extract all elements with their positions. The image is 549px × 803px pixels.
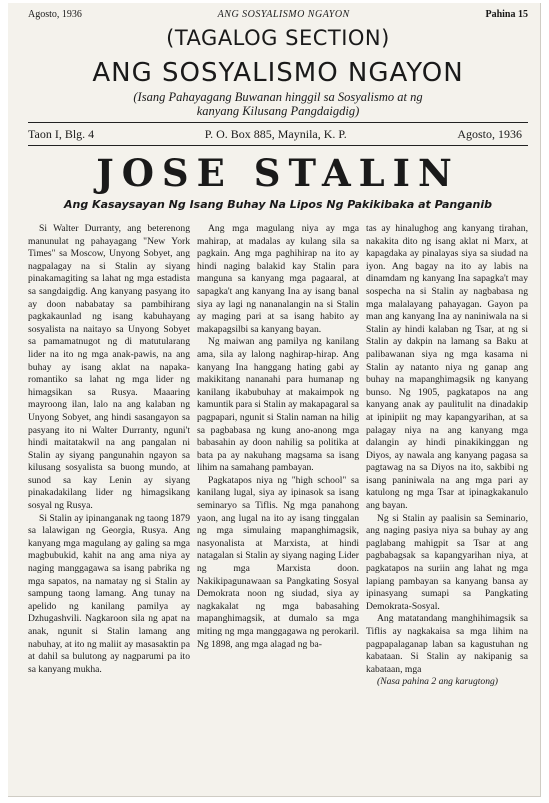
paragraph: Ng maiwan ang pamilya ng kanilang ama, sila ay lalong naghirap-hirap. Ang kanyang Ina hanggang hating gabi ay makikitang nananahi para humanap ng kanilang ikabubuhay at makaimpok ng kamuntik para si Stalin ay makapagaral sa pagpapari, ngunit si Stalin naman na hilig sa pagbabasa ng kung ano-anong mga babasahin ay doon nahilig sa politika at bata pa ay nakuhang magsama sa isang lihim na samahang pambayan.	[197, 336, 359, 474]
newspaper-page	[8, 3, 541, 797]
paragraph: Pagkatapos niya ng "high school" sa kanilang lugal, siya ay ipinasok sa isang seminaryo sa Tiflis. Ng mga panahong yaon, ang lugal na ito ay isang tinggalan ng mga simulaing mapanghimagsik, nasyonalista at Marxista, at hindi natagalan si Stalin ay siyang naging Lider ng mga Marxista doon. Nakikipagunawaan sa Pangkating Sosyal Demokrata noon ng siudad, siya ay nagkakalat ng mga babasahing mapanghimagsik, at dumalo sa mga miting ng mga manggagawa ng perokaril. Ng 1898, ang mga alagad ng ba-	[197, 474, 359, 650]
running-head-date: Agosto, 1936	[28, 9, 82, 20]
paragraph: Ang matatandang manghihimagsik sa Tiflis ay nagkakaisa sa mga lihim na pagpapalaganap laban sa kagustuhan ng kabataan. Si Stalin ay nakipanig sa kabataan, mga	[366, 613, 528, 675]
issue-date: Agosto, 1936	[457, 127, 522, 141]
column-1	[28, 223, 190, 689]
issue-address: P. O. Box 885, Maynila, K. P.	[204, 127, 347, 141]
masthead: ANG SOSYALISMO NGAYON	[92, 58, 464, 88]
issue-volume: Taon I, Blg. 4	[28, 127, 95, 141]
subtitle-line-1: (Isang Pahayagang Buwanan hinggil sa Sosyalismo at ng	[133, 90, 423, 104]
paragraph: Si Walter Durranty, ang beterenong manunulat ng pahayagang "New York Times" sa Moscow, Unyong Sobyet, ang nagpalagay na si Stalin ay siyang pinakamagiting sa lahat ng mga estadista sa sangdaigdig. Ang kanyang pasyang ito ay doon nababatay sa pambihirang pagkakaunlad ng isang kabuhayang sosyalista na naitayo sa Unyong Sobyet sa pamamatnugot ng di matutularang lider na ito ng mga anak-pawis, na ang buhay ay isang aklat na napaka-romantiko sa lahat ng mga lider ng himagsikan sa Rusya. Maaaring mayroong ilan, lalo na ang kalaban ng Unyong Sobyet, ang hindi sasangayon sa pasyang ito ni Walter Durranty, nguni't hindi maitatakwil na ang pangalan ni Stalin ay siyang pangunahin ngayon sa kilusang sosyalista sa buong mundo, at sunod sa kay Lenin ay siyang pinakadakilang lider ng himagsikang sosyal ng Rusya.	[28, 223, 190, 512]
paragraph: Ang mga magulang niya ay mga mahirap, at madalas ay kulang sila sa pagkain. Ang mga paghihirap na ito ay hindi naging balakid kay Stalin para manguna sa kanyang mga pagaaral, at sapagka't ang kanyang Ina ay isang banal siya ay lagi ng nananalangin na si Stalin ay maging pari at sa isang habito ay makapagsilbi sa kanyang bayan.	[197, 223, 359, 335]
section-label: (TAGALOG SECTION)	[166, 26, 390, 50]
article-headline: JOSE STALIN	[96, 151, 460, 195]
running-head-title: ANG SOSYALISMO NGAYON	[217, 9, 350, 20]
issue-line	[28, 123, 528, 145]
continued-note: (Nasa pahina 2 ang karugtong)	[377, 676, 498, 688]
masthead-subtitle	[28, 90, 528, 118]
bottom-rule	[28, 145, 528, 146]
subtitle-line-2: kanyang Kilusang Pangdaigdig)	[196, 104, 360, 118]
paragraph: tas ay hinalughog ang kanyang tirahan, nakakita dito ng isang aklat ni Marx, at kapagdaka ay pinalayas siya sa siudad na iyon. Ang bagay na ito ay labis na dinamdam ng kanyang Ina sapagka't may sospecha na si Stalin ay nagbabasa ng mga malalayang pahayagan. Gayon pa man ang kanyang Ina ay naniniwala na si Stalin ay hindi kalaban ng Tsar, at ng si Stalin ay dakpin na lamang sa Baku at palibawanan siya ng mga kasama ni Stalin ay natanto niya ng ganap ang buhay na mapanghimagsik ng kanyang bunso. Ng 1905, pagkatapos na ang kanyang anak ay paulitulit na dinadakip at ipinipiit ng may kapangyarihan, at sa palagay niya na ang kanyang mga dalangin ay hindi pinakikinggan ng Diyos, ay nawala ang kanyang pagasa sa pagtawag na sa Diyos na ito, sakbibi ng isang paniniwala na ang mga pari ay katulong ng mga Tsar at ipinagkakanulo ang bayan.	[366, 223, 528, 512]
page-number: Pahina 15	[485, 9, 528, 20]
paragraph: Si Stalin ay ipinanganak ng taong 1879 sa lalawigan ng Georgia, Rusya. Ang kanyang mga magulang ay galing sa mga magbubukid, kahit na ang ama niya ay naging manggagawa sa isang pabrika ng mga sapatos, na namatay ng si Stalin ay sampung taong lamang. Ang tunay na apelido ng kanilang pamilya ay Dzhugashvili. Nagkaroon sila ng apat na anak, ngunit si Stalin lamang ang nabuhay, at ito ng maliit ay masasaktin pa at dahil sa bulutong ay nagparumi pa ito sa kanyang mukha.	[28, 512, 190, 675]
column-3	[366, 223, 528, 689]
column-2	[197, 223, 359, 689]
article-body	[28, 223, 528, 689]
running-head	[28, 3, 528, 20]
paragraph: Ng si Stalin ay paalisin sa Seminario, ang naging pasiya niya sa buhay ay ang paglabang mahigpit sa Tsar at ang pagbabagsak sa kapangyarihan niya, at pagkatapos na suriin ang lahat ng mga lapiang pambayan sa kanyang bansa ay ipinasyang sumapi sa Pangkating Demokrata-Sosyal.	[366, 512, 528, 612]
article-deck: Ang Kasaysayan Ng Isang Buhay Na Lipos Ng Pakikibaka at Panganib	[64, 198, 492, 211]
